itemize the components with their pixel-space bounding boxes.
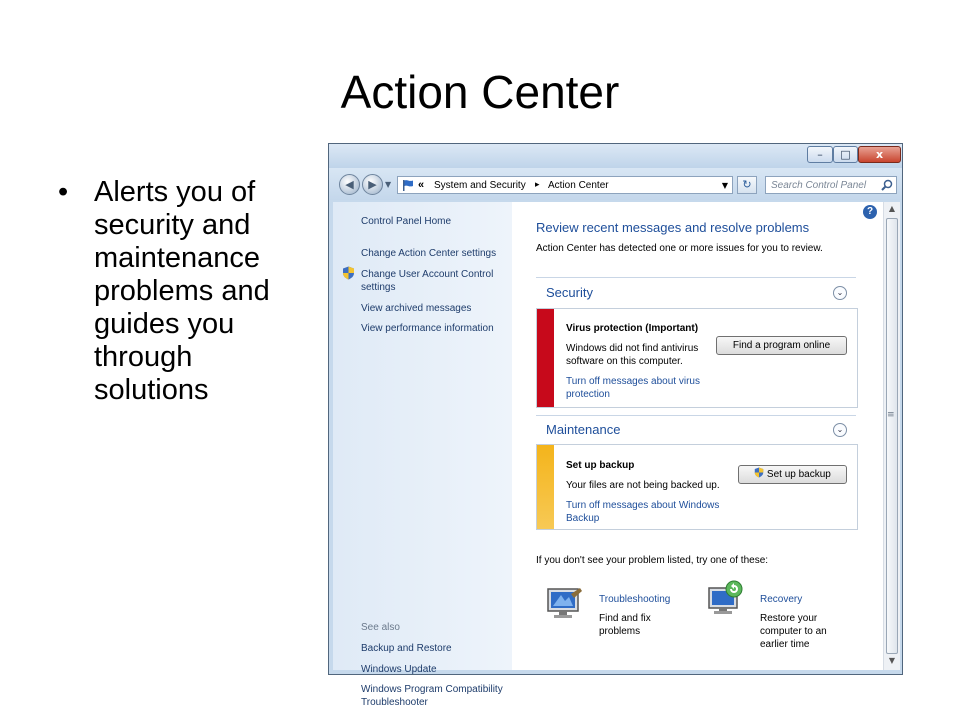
main-content (512, 202, 883, 670)
troubleshooting-description: Find and fix problems (599, 613, 651, 637)
search-icon[interactable] (881, 179, 893, 191)
uac-shield-icon (342, 266, 355, 280)
see-also-backup-and-restore[interactable]: Backup and Restore (361, 643, 452, 654)
address-bar[interactable] (397, 176, 733, 194)
bullet-dot: • (58, 176, 69, 208)
recovery-description: Restore your computer to an earlier time (760, 613, 827, 650)
flag-icon (402, 179, 414, 191)
see-also-label: See also (361, 622, 400, 633)
find-a-program-online-button[interactable]: Find a program online (716, 336, 847, 355)
sidebar (333, 202, 512, 708)
close-button[interactable]: x (858, 146, 901, 163)
security-alert-panel (536, 308, 858, 408)
uac-shield-icon (754, 467, 764, 478)
bullet-item (58, 176, 298, 407)
bullet-text: Alerts you of security and maintenance problems and guides you through solutions (94, 176, 270, 406)
set-up-backup-label: Set up backup (766, 469, 831, 480)
section-divider (536, 415, 856, 416)
maintenance-section-header[interactable]: Maintenance (546, 422, 621, 437)
search-placeholder: Search Control Panel (771, 180, 867, 191)
footer-prompt: If you don't see your problem listed, try one of these: (536, 555, 769, 566)
scroll-up-arrow-icon[interactable]: ▲ (888, 204, 896, 213)
alert-title: Virus protection (Important) (566, 323, 699, 334)
troubleshooting-icon[interactable] (545, 586, 583, 622)
troubleshooting-link[interactable]: Troubleshooting (599, 594, 671, 605)
section-divider (536, 277, 856, 278)
breadcrumb-system-and-security[interactable]: System and Security (434, 180, 526, 191)
action-center-window (328, 143, 903, 708)
navigation-bar (329, 168, 902, 200)
alert-text: Your files are not being backed up. (566, 480, 720, 491)
see-also-compatibility-troubleshooter[interactable]: Windows Program Compatibility Troubleshooter (361, 684, 503, 708)
scroll-thumb[interactable] (886, 218, 898, 654)
recovery-icon[interactable] (706, 580, 744, 616)
recovery-link[interactable]: Recovery (760, 594, 803, 605)
maintenance-alert-panel (536, 444, 858, 530)
security-section-header[interactable]: Security (546, 285, 593, 300)
maximize-button[interactable]: □ (833, 146, 858, 163)
title-bar (329, 144, 902, 168)
scroll-grip-icon: ≡ (887, 410, 895, 420)
recent-pages-icon[interactable]: ▼ (385, 180, 392, 189)
vertical-scrollbar[interactable] (883, 202, 900, 670)
back-arrow-icon[interactable]: ◀ (339, 174, 360, 195)
sidebar-item-change-action-center-settings[interactable]: Change Action Center settings (361, 248, 497, 259)
security-collapse-chevron-icon[interactable]: ⌄ (833, 286, 847, 300)
breadcrumb-arrow-icon[interactable]: ▸ (535, 180, 540, 190)
help-icon[interactable]: ? (863, 205, 877, 219)
sidebar-item-control-panel-home[interactable]: Control Panel Home (361, 216, 452, 227)
forward-arrow-icon[interactable]: ▶ (362, 174, 383, 195)
see-also-windows-update[interactable]: Windows Update (361, 664, 437, 675)
sidebar-item-view-performance-information[interactable]: View performance information (361, 323, 494, 334)
turn-off-virus-messages-link[interactable]: Turn off messages about virus protection (566, 376, 700, 400)
minimize-button[interactable]: – (807, 146, 833, 163)
set-up-backup-button[interactable] (738, 465, 847, 484)
address-dropdown-icon[interactable]: ▼ (721, 181, 728, 190)
breadcrumb-overflow[interactable]: « (418, 179, 425, 191)
page-subheading: Action Center has detected one or more issues for you to review. (536, 243, 823, 254)
maintenance-collapse-chevron-icon[interactable]: ⌄ (833, 423, 847, 437)
alert-title: Set up backup (566, 460, 635, 471)
turn-off-backup-messages-link[interactable]: Turn off messages about Windows Backup (566, 500, 720, 524)
slide-title: Action Center (340, 66, 620, 118)
alert-text: Windows did not find antivirus software on this computer. (566, 343, 699, 367)
breadcrumb-action-center[interactable]: Action Center (548, 180, 609, 191)
page-heading: Review recent messages and resolve problems (536, 220, 810, 235)
sidebar-item-change-uac-settings[interactable]: Change User Account Control settings (361, 269, 494, 293)
search-input[interactable] (765, 176, 897, 194)
refresh-button[interactable]: ↻ (737, 176, 757, 194)
sidebar-item-view-archived-messages[interactable]: View archived messages (361, 303, 472, 314)
maintenance-severity-bar (537, 445, 554, 529)
scroll-down-arrow-icon[interactable]: ▼ (888, 656, 896, 665)
security-severity-bar (537, 309, 554, 407)
